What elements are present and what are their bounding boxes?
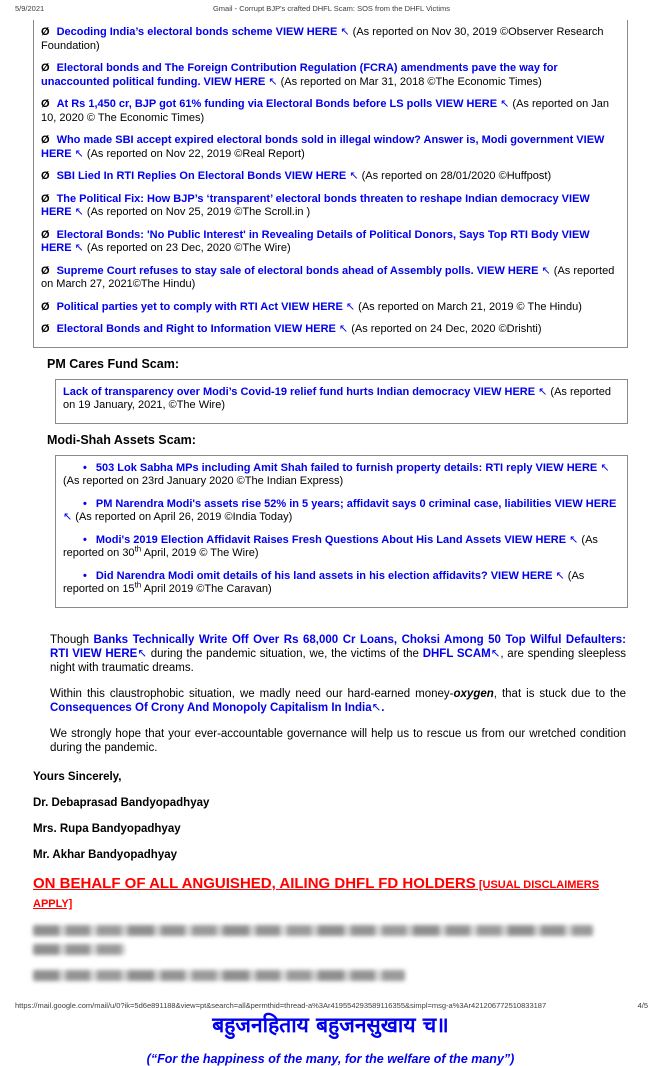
print-date: 5/9/2021	[15, 4, 45, 13]
external-link-arrow-icon: ↖	[371, 701, 382, 714]
redacted-contact-block	[33, 925, 628, 981]
article-link[interactable]: Political parties yet to comply with RTI Act VIEW HERE	[56, 300, 343, 313]
news-citation-item	[63, 570, 618, 597]
text-segment: during the pandemic situation, we, the victims of the	[146, 647, 423, 660]
body-paragraph	[50, 633, 626, 675]
text-segment: We strongly hope that your ever-accountable governance will help us to rescue us from our wretched condition during the pandemic.	[50, 727, 626, 754]
article-link[interactable]: Electoral Bonds: 'No Public Interest' in Revealing Details of Political Donors, Says Top RTI Body VIEW HERE	[41, 228, 590, 254]
news-citation-item	[63, 386, 618, 413]
text-segment: (As reported on Nov 25, 2019 ©The Scroll.in )	[83, 206, 311, 218]
pm-cares-articles-box	[55, 379, 628, 424]
external-link-arrow-icon: ↖	[63, 511, 73, 523]
text-segment: (As reported on 23rd January 2020 ©The Indian Express)	[63, 475, 344, 487]
text-segment: th	[134, 580, 142, 590]
article-link[interactable]: Modi's 2019 Election Affidavit Raises Fresh Questions About His Land Assets VIEW HERE	[95, 533, 567, 546]
article-link[interactable]: Lack of transparency over Modi’s Covid-19 relief fund hurts Indian democracy VIEW HERE	[63, 385, 536, 398]
article-link[interactable]: Decoding India’s electoral bonds scheme VIEW HERE	[56, 26, 338, 38]
text-segment: (As reported on Nov 22, 2019 ©Real Report)	[83, 147, 305, 160]
news-citation-item	[63, 534, 618, 561]
text-segment: (As reported on 24 Dec, 2020 ©Drishti)	[348, 323, 542, 335]
external-link-arrow-icon: ↖	[346, 170, 359, 182]
bullet-marker: Ø	[41, 170, 50, 182]
text-segment: Within this claustrophobic situation, we madly need our hard-earned money-	[50, 687, 454, 700]
signature-name: Dr. Debaprasad Bandyopadhyay	[33, 796, 210, 809]
external-link-arrow-icon: ↖	[342, 300, 356, 313]
redacted-text-line	[33, 925, 593, 936]
external-link-arrow-icon: ↖	[535, 385, 548, 398]
external-link-arrow-icon: ↖	[265, 75, 278, 88]
pm-cares-scam-heading: PM Cares Fund Scam:	[47, 356, 179, 371]
external-link-arrow-icon: ↖	[71, 147, 84, 160]
text-segment: oxygen	[453, 687, 494, 700]
bullet-marker: Ø	[41, 300, 50, 313]
text-segment: (As reported on 28/01/2020 ©Huffpost)	[358, 170, 552, 182]
text-segment: (As reported on 23 Dec, 2020 ©The Wire)	[83, 242, 291, 254]
text-segment: th	[134, 544, 142, 554]
text-segment: (As reported on Jan 10, 2020 © The Economic Times)	[41, 98, 610, 124]
article-link[interactable]: Did Narendra Modi omit details of his land assets in his election affidavits? VIEW HERE	[95, 569, 553, 582]
external-link-arrow-icon: ↖	[490, 647, 501, 660]
news-citation-item	[41, 170, 618, 184]
external-link-arrow-icon: ↖	[71, 206, 84, 218]
on-behalf-statement	[33, 875, 628, 913]
article-link[interactable]: Banks Technically Write Off Over Rs 68,000 Cr Loans, Choksi Among 50 Top Wilful Defaulters: RTI VIEW HERE	[50, 633, 626, 660]
news-citation-item	[41, 265, 618, 292]
news-citation-item	[63, 462, 618, 489]
external-link-arrow-icon: ↖	[71, 242, 84, 254]
bullet-marker: Ø	[41, 62, 50, 74]
bullet-marker: •	[83, 461, 87, 474]
body-paragraph	[50, 687, 626, 715]
page-number: 4/5	[637, 1001, 648, 1010]
text-segment: (As reported on March 21, 2019 © The Hindu)	[355, 300, 582, 313]
redacted-text-line	[33, 944, 125, 955]
article-link[interactable]: Electoral Bonds and Right to Information VIEW HERE	[56, 323, 336, 335]
news-citation-item	[41, 301, 618, 315]
article-link[interactable]: Consequences Of Crony And Monopoly Capitalism In India	[50, 701, 372, 714]
news-citation-item	[41, 26, 618, 53]
text-segment: , that is stuck due to the	[493, 687, 626, 700]
text-segment: (As reported on 15	[63, 569, 585, 595]
article-link[interactable]: SBI Lied In RTI Replies On Electoral Bonds VIEW HERE	[56, 170, 347, 182]
electoral-bonds-articles-box	[33, 20, 628, 348]
article-link[interactable]: Who made SBI accept expired electoral bonds sold in illegal window? Answer is, Modi government VIEW HERE	[41, 134, 605, 160]
article-link[interactable]: Electoral bonds and The Foreign Contribution Regulation (FCRA) amendments pave the way for unaccounted political funding. VIEW HERE	[41, 62, 558, 88]
bullet-marker: Ø	[41, 323, 50, 335]
article-link[interactable]: DHFL SCAM	[422, 647, 491, 660]
article-link[interactable]: 503 Lok Sabha MPs including Amit Shah failed to furnish property details: RTI reply VIEW HERE	[95, 461, 598, 474]
news-citation-item	[41, 229, 618, 256]
article-link[interactable]: .	[381, 701, 385, 714]
sanskrit-motto: बहुजनहिताय बहुजनसुखाय च॥	[212, 1012, 449, 1037]
print-title: Gmail - Corrupt BJP's crafted DHFL Scam: SOS from the DHFL Victims	[212, 4, 451, 13]
text-segment: Though	[50, 633, 94, 646]
text-segment: , are spending sleepless night with traumatic dreams.	[50, 647, 626, 674]
bullet-marker: Ø	[41, 134, 50, 146]
text-segment: (As reported on April 26, 2019 ©India Today)	[72, 511, 293, 523]
external-link-arrow-icon: ↖	[566, 533, 579, 546]
bullet-marker: Ø	[41, 264, 50, 277]
signature-closing: Yours Sincerely,	[33, 770, 122, 783]
bullet-marker: Ø	[41, 98, 50, 110]
on-behalf-main-text: ON BEHALF OF ALL ANGUISHED, AILING DHFL FD HOLDERS	[33, 874, 476, 892]
external-link-arrow-icon: ↖	[538, 264, 551, 277]
print-footer-url: https://mail.google.com/mail/u/0?ik=5d6e891188&view=pt&search=all&permthid=thread-a%3Ar419554293589116355&simpl=msg-a%3Ar421206772510833187	[15, 1001, 547, 1010]
text-segment: (As reported on 19 January, 2021, ©The Wire)	[63, 385, 611, 411]
bullet-marker: Ø	[41, 192, 50, 205]
bullet-marker: Ø	[41, 228, 50, 241]
bullet-marker: •	[83, 569, 87, 582]
modi-shah-articles-box	[55, 455, 628, 608]
news-citation-item	[63, 498, 618, 525]
text-segment: (As reported on Nov 30, 2019 ©Observer Research Foundation)	[41, 26, 604, 52]
news-citation-item	[41, 62, 618, 89]
external-link-arrow-icon: ↖	[337, 26, 350, 38]
article-link[interactable]: The Political Fix: How BJP’s ‘transparent’ electoral bonds threaten to reshape Indian democracy VIEW HERE	[41, 192, 590, 218]
news-citation-item	[41, 98, 618, 125]
article-link[interactable]: Supreme Court refuses to stay sale of electoral bonds ahead of Assembly polls. VIEW HERE	[56, 264, 539, 277]
print-footer	[15, 1001, 648, 1010]
article-link[interactable]: At Rs 1,450 cr, BJP got 61% funding via Electoral Bonds before LS polls VIEW HERE	[56, 98, 498, 110]
signature-name: Mrs. Rupa Bandyopadhyay	[33, 822, 181, 835]
text-segment: April, 2019 © The Wire)	[141, 547, 259, 559]
body-paragraph	[50, 727, 626, 755]
news-citation-item	[41, 323, 618, 337]
bullet-marker: •	[83, 533, 87, 546]
text-segment: (As reported on 30	[63, 533, 598, 559]
article-link[interactable]: PM Narendra Modi's assets rise 52% in 5 years; affidavit says 0 criminal case, liabilities VIEW HERE	[95, 497, 617, 510]
external-link-arrow-icon: ↖	[497, 98, 510, 110]
motto-translation: (“For the happiness of the many, for the welfare of the many”)	[146, 1051, 515, 1066]
news-citation-item	[41, 193, 618, 220]
modi-shah-scam-heading: Modi-Shah Assets Scam:	[47, 432, 196, 447]
print-header	[0, 4, 663, 16]
bullet-marker: Ø	[41, 26, 50, 38]
news-citation-item	[41, 134, 618, 161]
external-link-arrow-icon: ↖	[552, 569, 565, 582]
text-segment: April 2019 ©The Caravan)	[141, 583, 272, 595]
text-segment: (As reported on March 27, 2021©The Hindu)	[41, 264, 615, 290]
bullet-marker: •	[83, 497, 87, 510]
external-link-arrow-icon: ↖	[597, 461, 610, 474]
external-link-arrow-icon: ↖	[137, 647, 147, 660]
external-link-arrow-icon: ↖	[335, 323, 349, 335]
text-segment: (As reported on Mar 31, 2018 ©The Economic Times)	[277, 75, 542, 88]
redacted-text-line	[33, 970, 405, 981]
signature-name: Mr. Akhar Bandyopadhyay	[33, 848, 178, 861]
disclaimer-note: [USUAL DISCLAIMERS APPLY]	[33, 878, 600, 910]
email-body	[33, 20, 628, 1066]
